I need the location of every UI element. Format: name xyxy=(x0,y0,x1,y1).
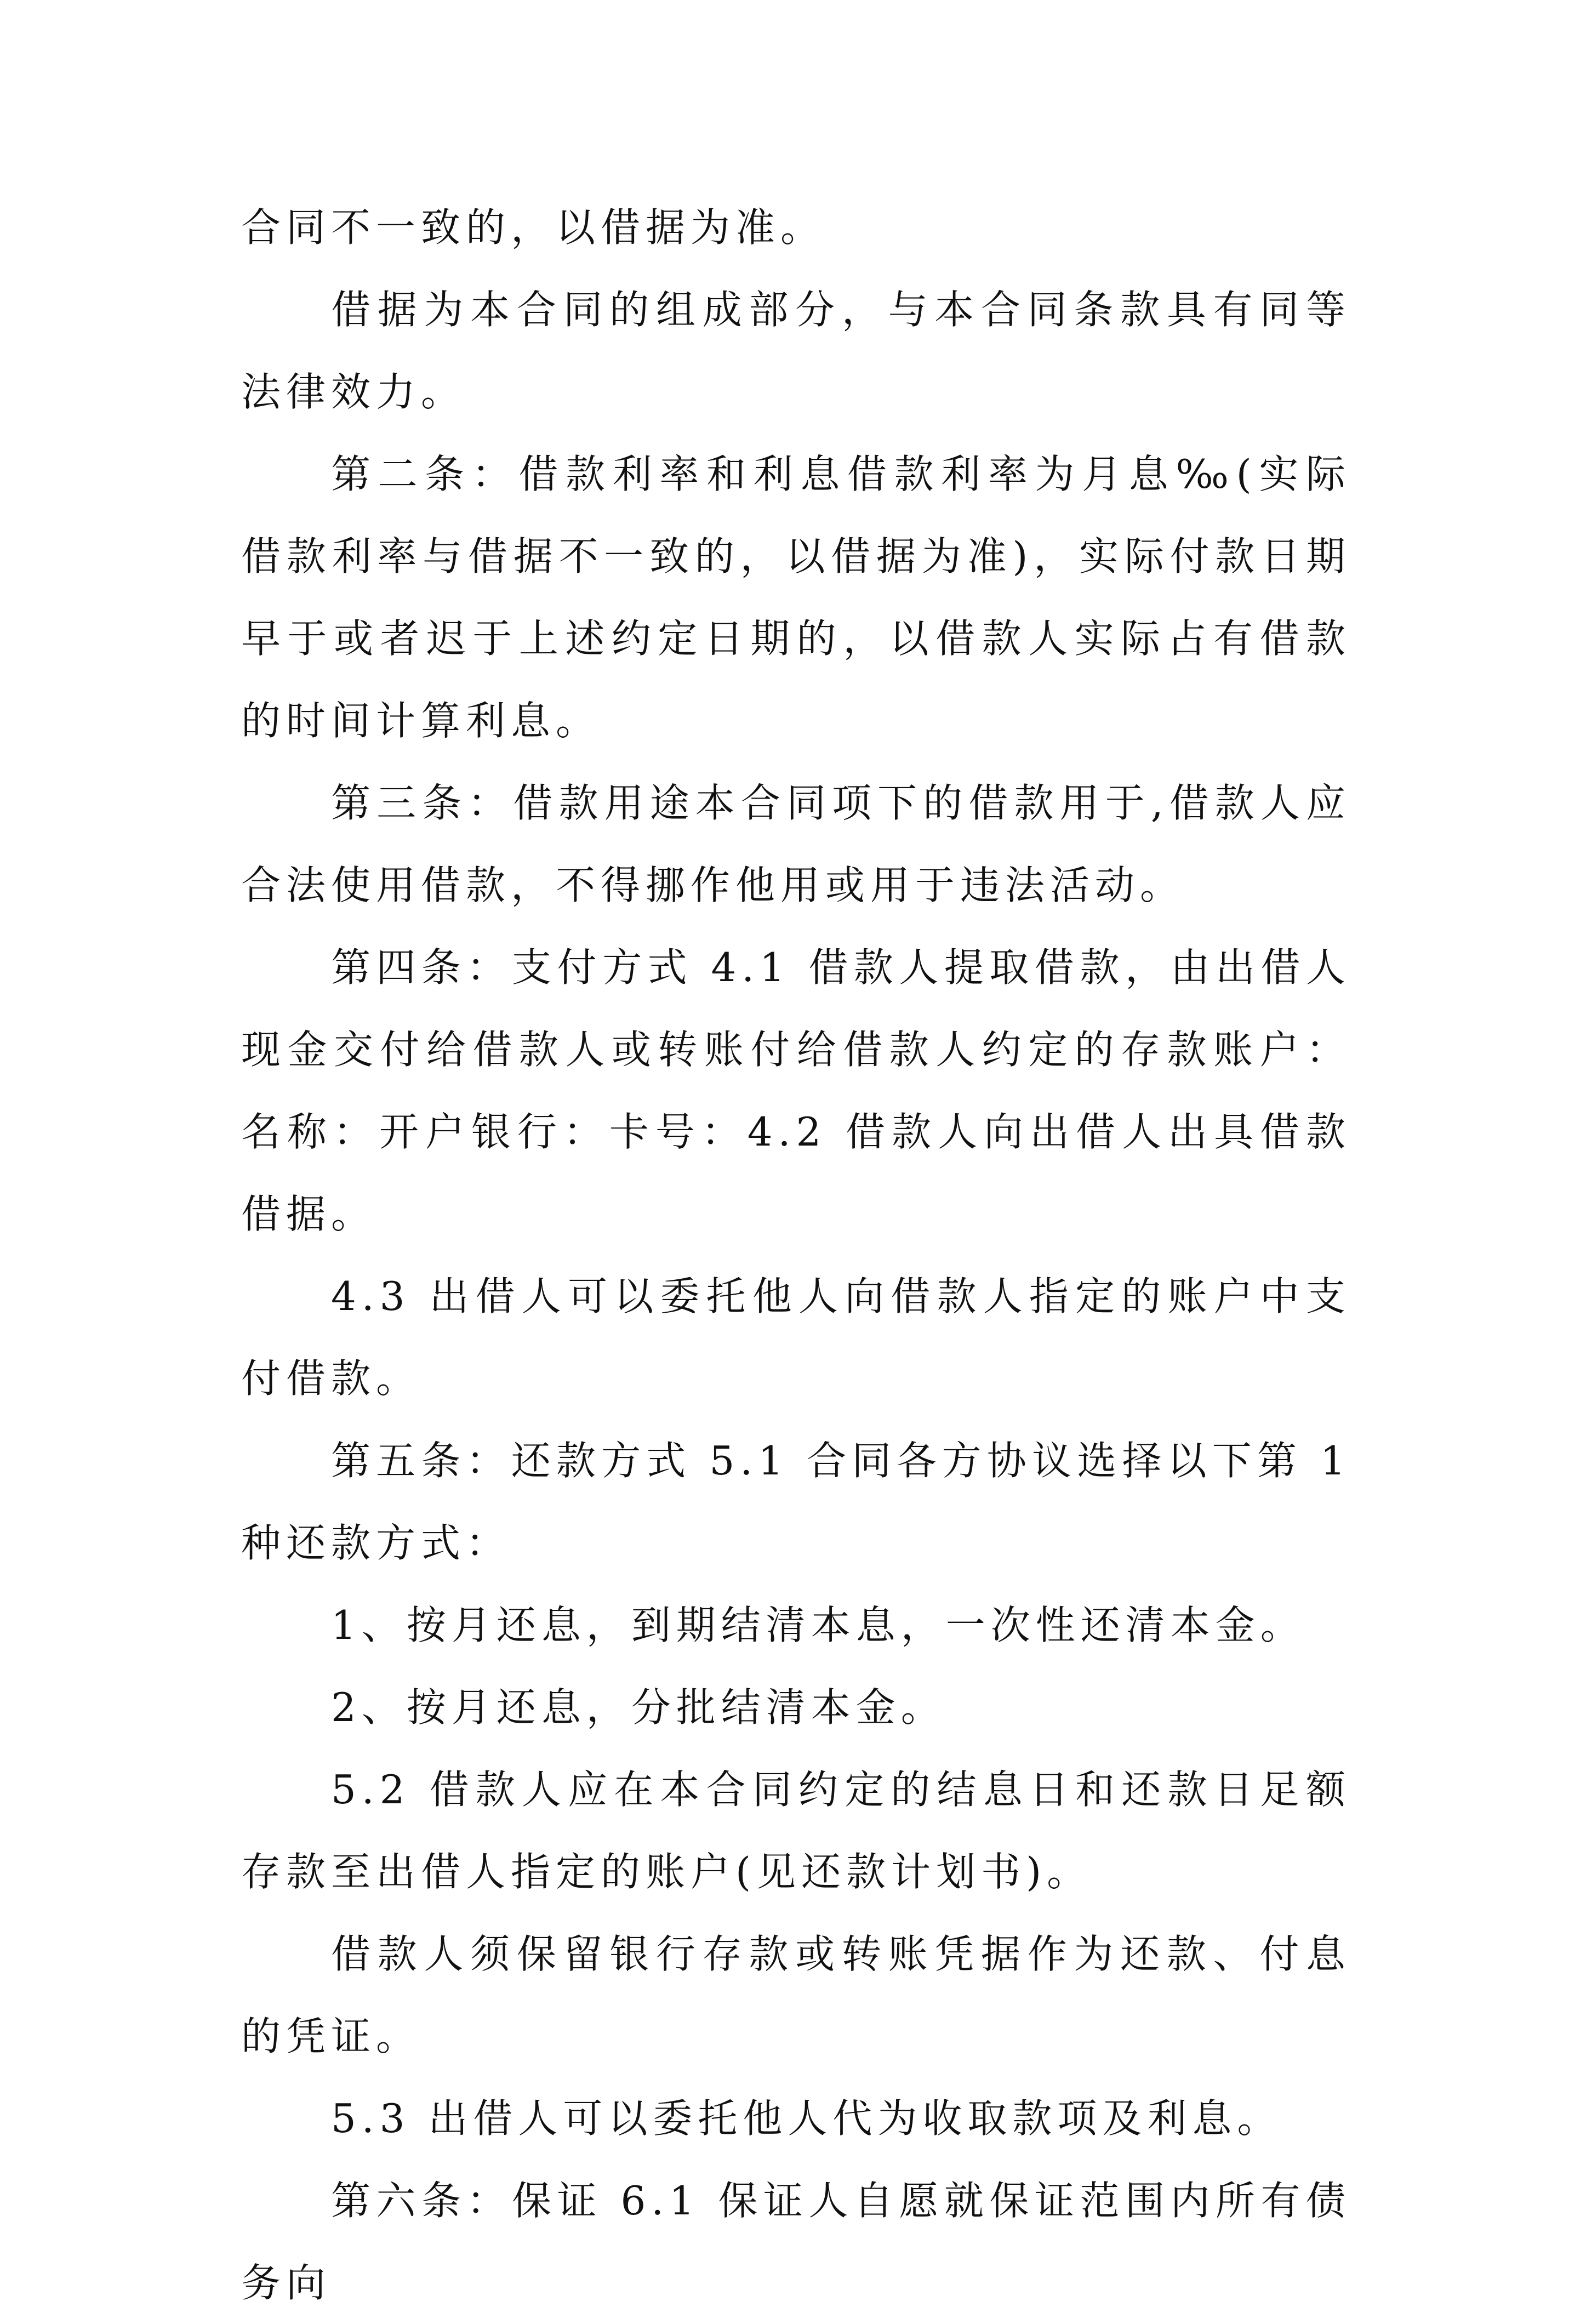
paragraph-8: 1、按月还息，到期结清本息，一次性还清本金。 xyxy=(331,1602,1305,1648)
paragraph-12: 5.3 出借人可以委托他人代为收取款项及利息。 xyxy=(331,2095,1282,2141)
document-body xyxy=(241,186,1351,2324)
paragraph-10: 5.2 借款人应在本合同约定的结息日和还款日足额存款至出借人指定的账户(见还款计划书)。 xyxy=(241,1767,1351,1895)
paragraph-2: 借据为本合同的组成部分，与本合同条款具有同等法律效力。 xyxy=(241,287,1351,415)
paragraph-4: 第三条：借款用途本合同项下的借款用于,借款人应合法使用借款，不得挪作他用或用于违法活动。 xyxy=(241,780,1351,908)
paragraph-9: 2、按月还息，分批结清本金。 xyxy=(331,1684,946,1730)
paragraph-5: 第四条：支付方式 4.1 借款人提取借款，由出借人现金交付给借款人或转账付给借款人约定的存款账户：名称：开户银行：卡号：4.2 借款人向出借人出具借款借据。 xyxy=(241,944,1351,1237)
paragraph-13: 第六条：保证 6.1 保证人自愿就保证范围内所有债务向 xyxy=(241,2178,1351,2306)
paragraph-1: 合同不一致的，以借据为准。 xyxy=(241,204,826,250)
paragraph-3: 第二条：借款利率和利息借款利率为月息‰(实际借款利率与借据不一致的，以借据为准)，实际付款日期早于或者迟于上述约定日期的，以借款人实际占有借款的时间计算利息。 xyxy=(241,451,1351,744)
paragraph-11: 借款人须保留银行存款或转账凭据作为还款、付息的凭证。 xyxy=(241,1931,1351,2059)
paragraph-6: 4.3 出借人可以委托他人向借款人指定的账户中支付借款。 xyxy=(241,1273,1351,1402)
paragraph-7: 第五条：还款方式 5.1 合同各方协议选择以下第 1 种还款方式： xyxy=(241,1438,1351,1566)
